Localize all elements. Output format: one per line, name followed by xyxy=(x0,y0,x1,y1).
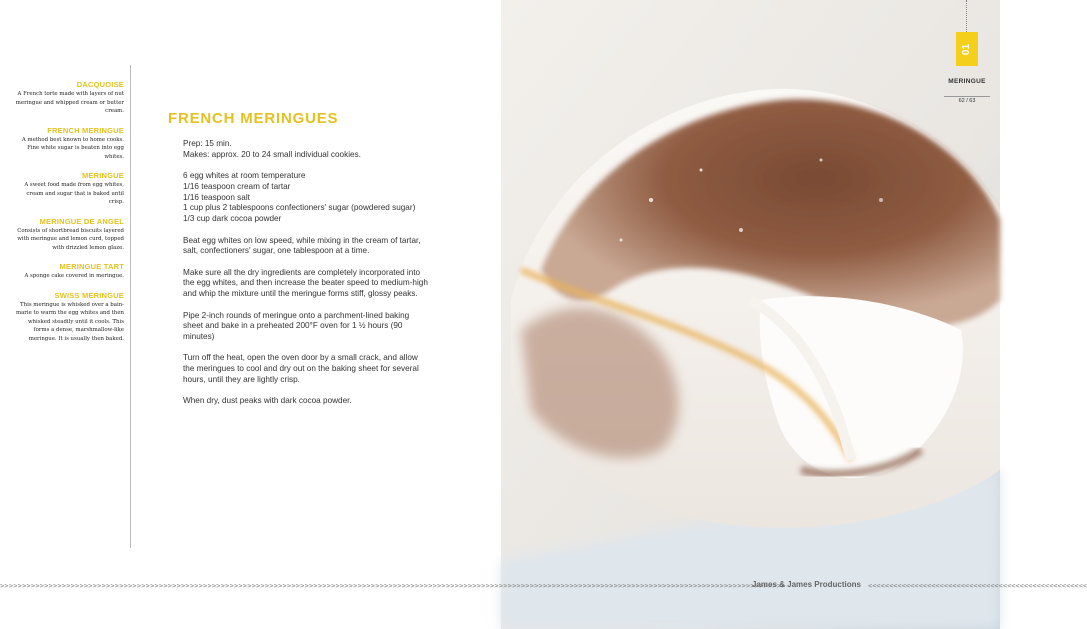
footer-arrow-rule-right: <<<<<<<<<<<<<<<<<<<<<<<<<<<<<<<<<<<<<<<<<<<<<<<<<<<< xyxy=(868,582,1087,590)
glossary-entry xyxy=(14,80,124,116)
glossary-definition: A sponge cake covered in meringue. xyxy=(24,273,124,279)
page-folio: 62 / 63 xyxy=(944,96,990,104)
glossary-term: MERINGUE TART xyxy=(59,262,124,271)
chapter-tab[interactable] xyxy=(956,32,978,66)
ingredient: 1 cup plus 2 tablespoons confectioners' sugar (powdered sugar) xyxy=(183,203,416,213)
recipe-step: Pipe 2-inch rounds of meringue onto a parchment-lined baking sheet and bake in a preheated 200°F oven for 1 ½ hours (90 minutes) xyxy=(183,310,410,342)
glossary-term: MERINGUE xyxy=(81,171,124,180)
glossary-entry xyxy=(14,217,124,253)
glossary-term: MERINGUE DE ANGEL xyxy=(39,216,124,226)
left-page xyxy=(0,0,501,629)
meringue-photo xyxy=(501,0,1087,629)
glossary-definition: Consists of shortbread biscuits layered with meringue and lemon curd, topped with drizzled lemon glaze. xyxy=(17,227,124,251)
glossary-entry xyxy=(14,262,124,281)
recipe-step: Beat egg whites on low speed, while mixing in the cream of tartar, salt, confectioners' sugar, one tablespoon at a time. xyxy=(183,235,421,256)
recipe-step: Make sure all the dry ingredients are completely incorporated into the egg whites, and then increase the beater speed to medium-high and whip the mixture until the meringue forms stiff, glossy peaks. xyxy=(183,267,428,299)
glossary-definition: A sweet food made from egg whites, cream and sugar that is baked until crisp. xyxy=(24,182,124,205)
glossary-entry xyxy=(14,126,124,162)
glossary-term: FRENCH MERINGUE xyxy=(47,125,124,135)
ingredient: 1/16 teaspoon cream of tartar xyxy=(183,181,291,191)
yield: Makes: approx. 20 to 24 small individual cookies. xyxy=(183,149,361,159)
glossary-definition: A French torte made with layers of nut meringue and whipped cream or butter cream. xyxy=(15,91,124,114)
recipe-body xyxy=(183,139,430,407)
glossary-entry xyxy=(14,291,124,344)
footer-arrow-rule-left: >>>>>>>>>>>>>>>>>>>>>>>>>>>>>>>>>>>>>>>>>>>>>>>>>>>>>>>>>>>>>>>>>>>>>>>>>>>>>>>>>>>>>>>>>>>>>>>>>>>>>>>>>>>>>>>>>>>>>>>>>>>>>>>>>>>>>>>>>>>>>>>>>>>>>>>>>>>>>>>>>>>>>>>>>>>>>>>>>> xyxy=(0,582,786,590)
ingredient: 1/3 cup dark cocoa powder xyxy=(183,214,282,224)
footer-credit: James & James Productions xyxy=(752,580,861,589)
chapter-number: 01 xyxy=(961,43,973,55)
ingredient: 6 egg whites at room temperature xyxy=(183,171,306,181)
recipe-meta xyxy=(183,139,430,161)
glossary-term: DACQUOISE xyxy=(76,80,124,89)
ingredient: 1/16 teaspoon salt xyxy=(183,192,250,202)
recipe-step: When dry, dust peaks with dark cocoa powder. xyxy=(183,396,352,406)
recipe xyxy=(168,110,430,418)
tab-dotted-line xyxy=(966,0,967,32)
meringue-photo-art xyxy=(501,0,1087,629)
glossary-term: SWISS MERINGUE xyxy=(54,290,124,300)
section-label: MERINGUE xyxy=(948,78,986,85)
glossary-sidebar xyxy=(14,80,124,353)
glossary-definition: A method best known to home cooks. Fine white sugar is beaten into egg whites. xyxy=(21,136,124,160)
glossary-definition: This meringue is whisked over a bain-marie to warm the egg whites and then whisked steadily until it cools. This forms a dense, marshmallow-like meringue. It is usually then baked. xyxy=(15,301,124,342)
recipe-title: FRENCH MERINGUES xyxy=(168,110,339,127)
glossary-entry xyxy=(14,171,124,207)
ingredient-list xyxy=(183,171,430,225)
recipe-step: Turn off the heat, open the oven door by a small crack, and allow the meringues to cool and dry out on the baking sheet for several hours, until they are lightly crisp. xyxy=(183,353,419,385)
prep-time: Prep: 15 min. xyxy=(183,139,232,148)
vertical-divider xyxy=(130,65,131,548)
